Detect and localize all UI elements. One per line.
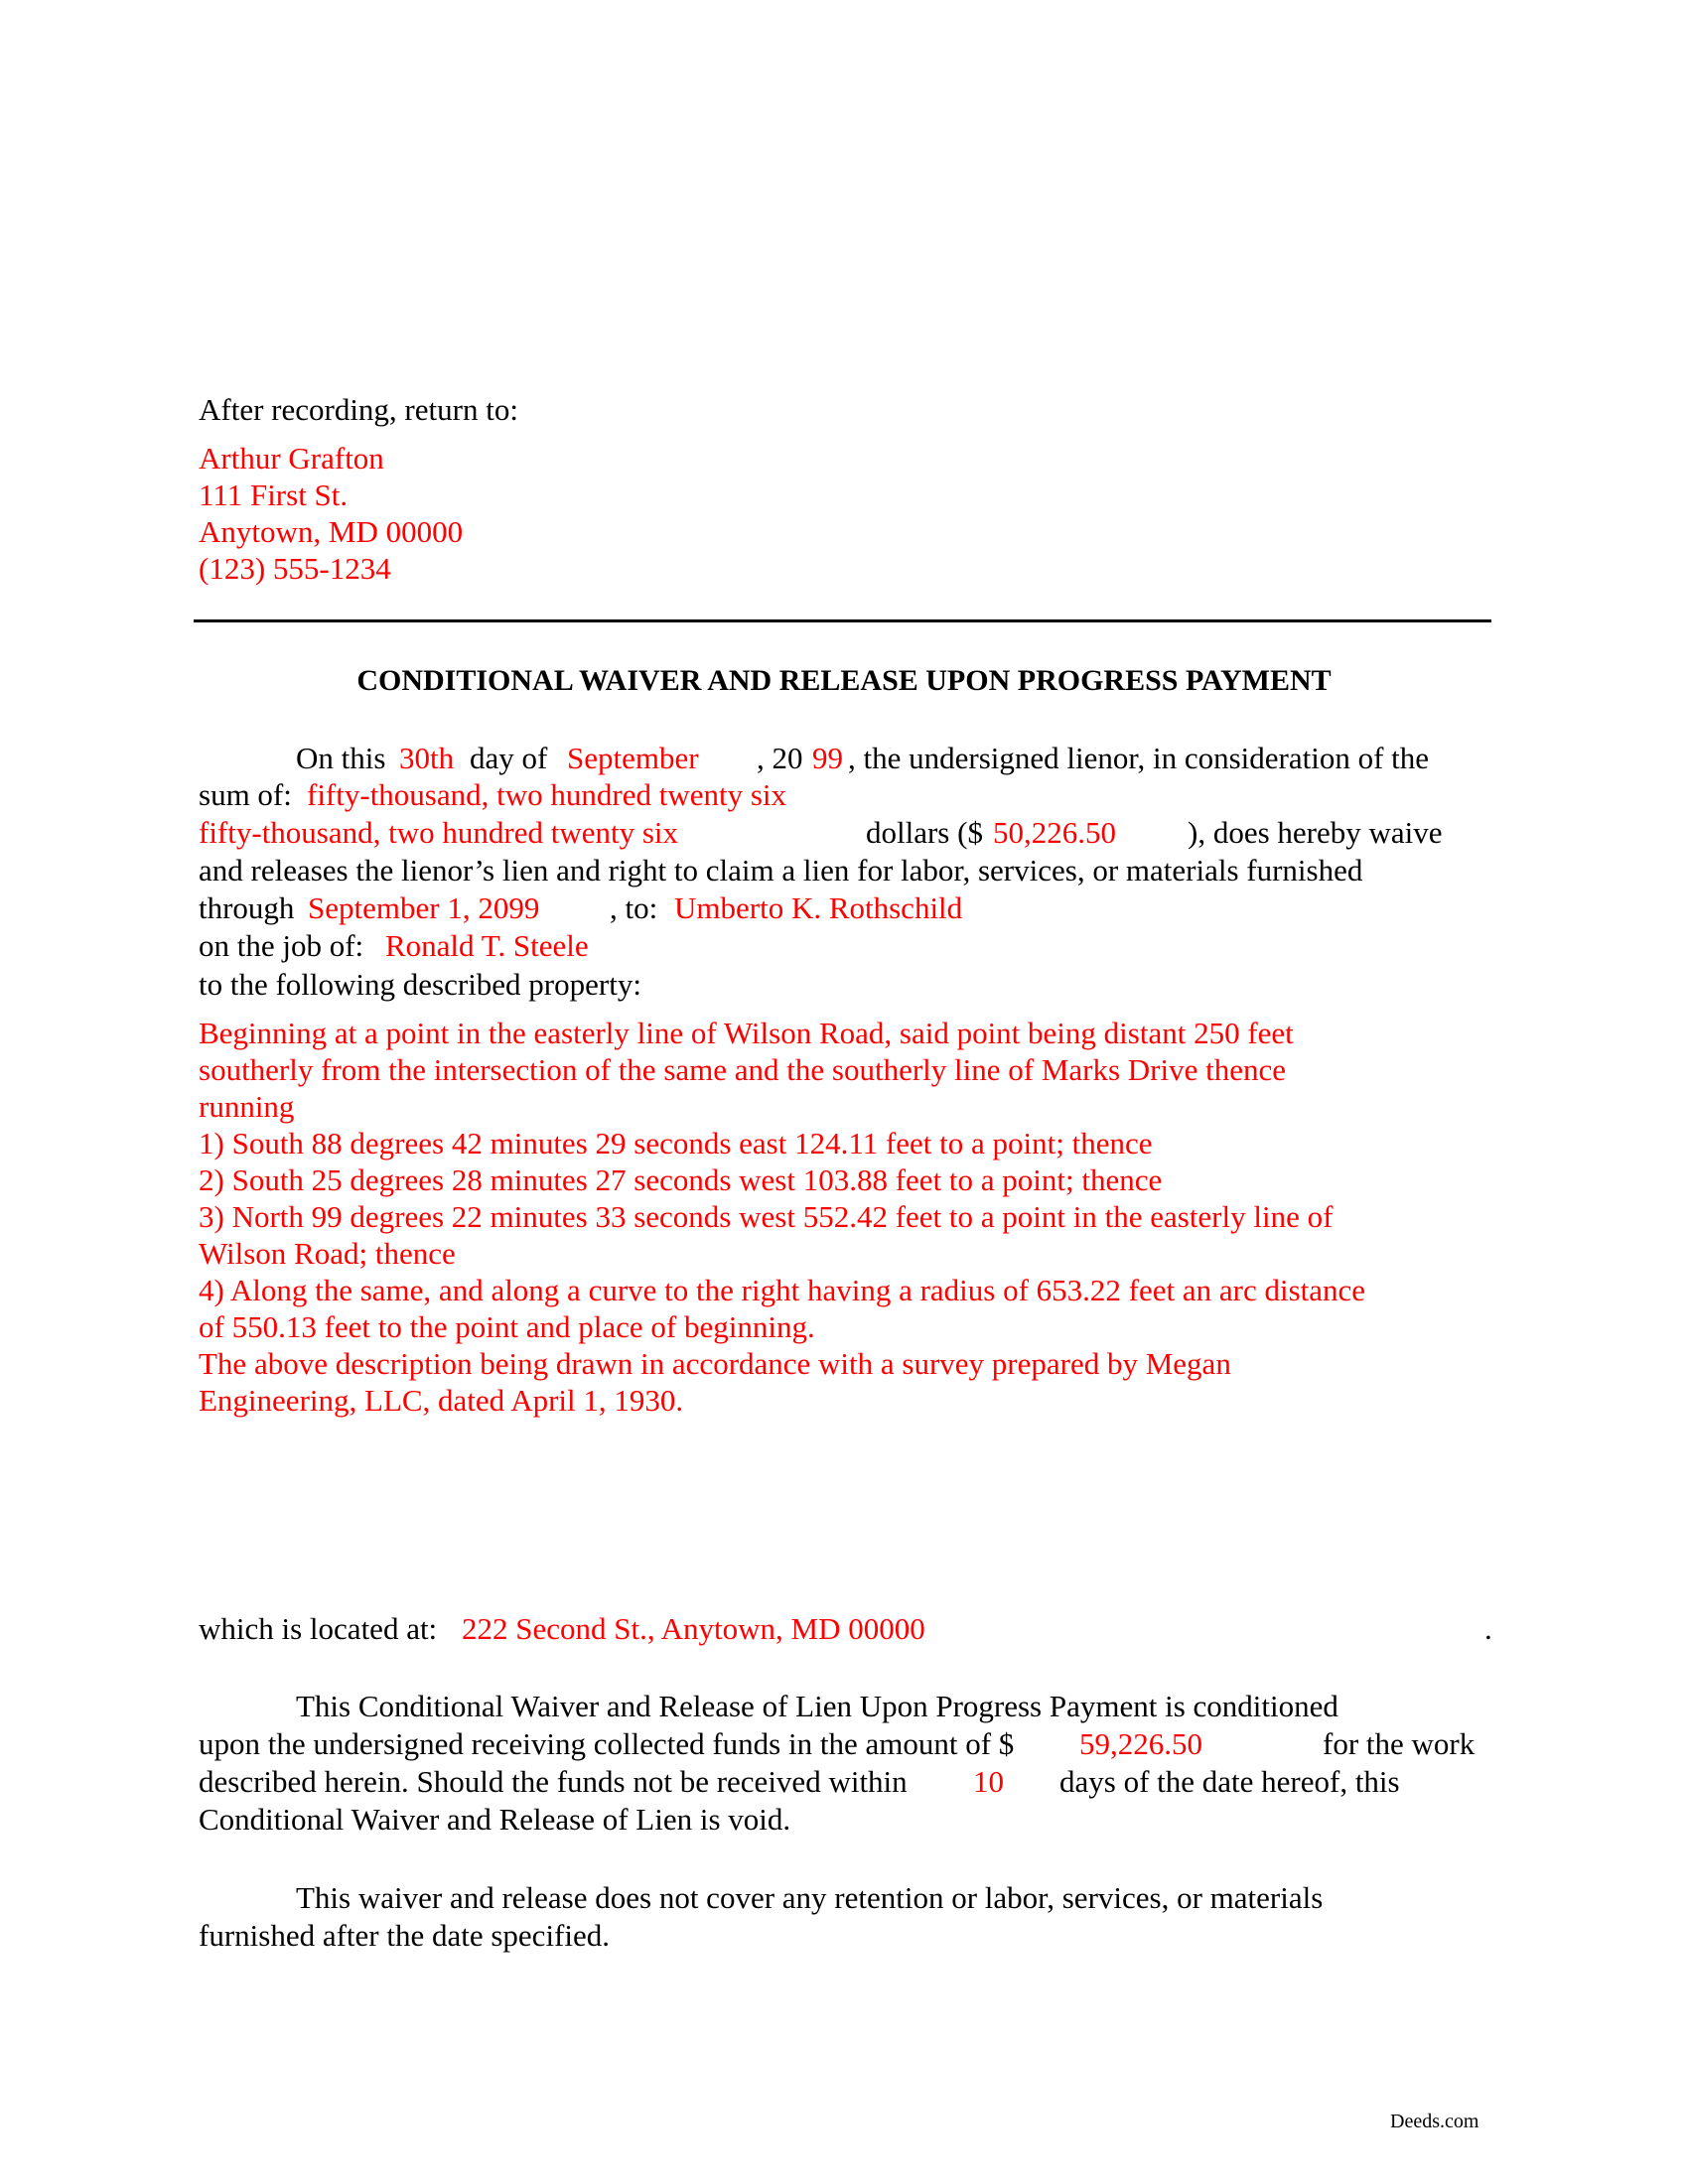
condition-line-2b: for the work — [1323, 1726, 1476, 1761]
condition-line-3a: described herein. Should the funds not be received within — [199, 1764, 908, 1799]
waive-text: ), does hereby waive — [1188, 815, 1443, 850]
legal-line: 4) Along the same, and along a curve to the right having a radius of 653.22 feet an arc distance — [199, 1273, 1366, 1307]
condition-line-3b: days of the date hereof, this — [1059, 1764, 1400, 1799]
dollars-label: dollars ($ — [866, 815, 983, 850]
return-name: Arthur Grafton — [199, 441, 384, 476]
day-of-label: day of — [470, 741, 548, 775]
condition-amount-field: 59,226.50 — [1079, 1726, 1202, 1761]
to-label: , to: — [610, 890, 658, 925]
legal-line: Beginning at a point in the easterly line of Wilson Road, said point being distant 250 feet — [199, 1016, 1294, 1050]
legal-line: 2) South 25 degrees 28 minutes 27 seconds west 103.88 feet to a point; thence — [199, 1162, 1163, 1197]
legal-line: Wilson Road; thence — [199, 1236, 456, 1271]
amount-words-field-1: fifty-thousand, two hundred twenty six — [307, 777, 787, 812]
footer-brand: Deeds.com — [1390, 2111, 1479, 2132]
job-party-field: Ronald T. Steele — [385, 928, 589, 963]
retention-line-1: This waiver and release does not cover any retention or labor, services, or materials — [296, 1880, 1324, 1915]
return-heading: After recording, return to: — [199, 392, 518, 427]
return-city-state-zip: Anytown, MD 00000 — [199, 514, 464, 549]
legal-line: The above description being drawn in accordance with a survey prepared by Megan — [199, 1346, 1231, 1381]
amount-words-field-2: fifty-thousand, two hundred twenty six — [199, 815, 679, 850]
year-prefix: , 20 — [757, 741, 803, 775]
lienor-text: , the undersigned lienor, in consideration of the — [848, 741, 1430, 775]
document-title: CONDITIONAL WAIVER AND RELEASE UPON PROGRESS PAYMENT — [356, 664, 1332, 697]
legal-line: of 550.13 feet to the point and place of beginning. — [199, 1309, 815, 1344]
legal-line: Engineering, LLC, dated April 1, 1930. — [199, 1383, 684, 1418]
property-intro: to the following described property: — [199, 967, 641, 1002]
through-label: through — [199, 890, 295, 925]
location-label: which is located at: — [199, 1611, 438, 1646]
legal-line: 3) North 99 degrees 22 minutes 33 seconds west 552.42 feet to a point in the easterly line of — [199, 1199, 1334, 1234]
year-field: 99 — [812, 741, 843, 775]
condition-line-4: Conditional Waiver and Release of Lien is void. — [199, 1802, 791, 1837]
through-date-field: September 1, 2099 — [308, 890, 540, 925]
amount-numeric-field: 50,226.50 — [993, 815, 1116, 850]
to-party-field: Umberto K. Rothschild — [674, 890, 963, 925]
retention-line-2: furnished after the date specified. — [199, 1918, 611, 1953]
sum-of-label: sum of: — [199, 777, 292, 812]
release-line: and releases the lienor’s lien and right to claim a lien for labor, services, or materials furnished — [199, 853, 1363, 887]
condition-line-1: This Conditional Waiver and Release of Lien Upon Progress Payment is conditioned — [296, 1689, 1338, 1723]
return-phone: (123) 555-1234 — [199, 551, 391, 586]
day-field: 30th — [399, 741, 455, 775]
legal-line: 1) South 88 degrees 42 minutes 29 seconds east 124.11 feet to a point; thence — [199, 1126, 1153, 1160]
divider-rule — [194, 619, 1491, 622]
month-field: September — [567, 741, 699, 775]
location-period: . — [1484, 1611, 1492, 1646]
location-address-field: 222 Second St., Anytown, MD 00000 — [462, 1611, 925, 1646]
return-street: 111 First St. — [199, 478, 349, 512]
job-label: on the job of: — [199, 928, 364, 963]
legal-line: southerly from the intersection of the same and the southerly line of Marks Drive thence — [199, 1052, 1287, 1087]
legal-line: running — [199, 1089, 295, 1124]
condition-line-2a: upon the undersigned receiving collected funds in the amount of $ — [199, 1726, 1015, 1761]
condition-days-field: 10 — [973, 1764, 1004, 1799]
on-this-label: On this — [296, 741, 386, 775]
